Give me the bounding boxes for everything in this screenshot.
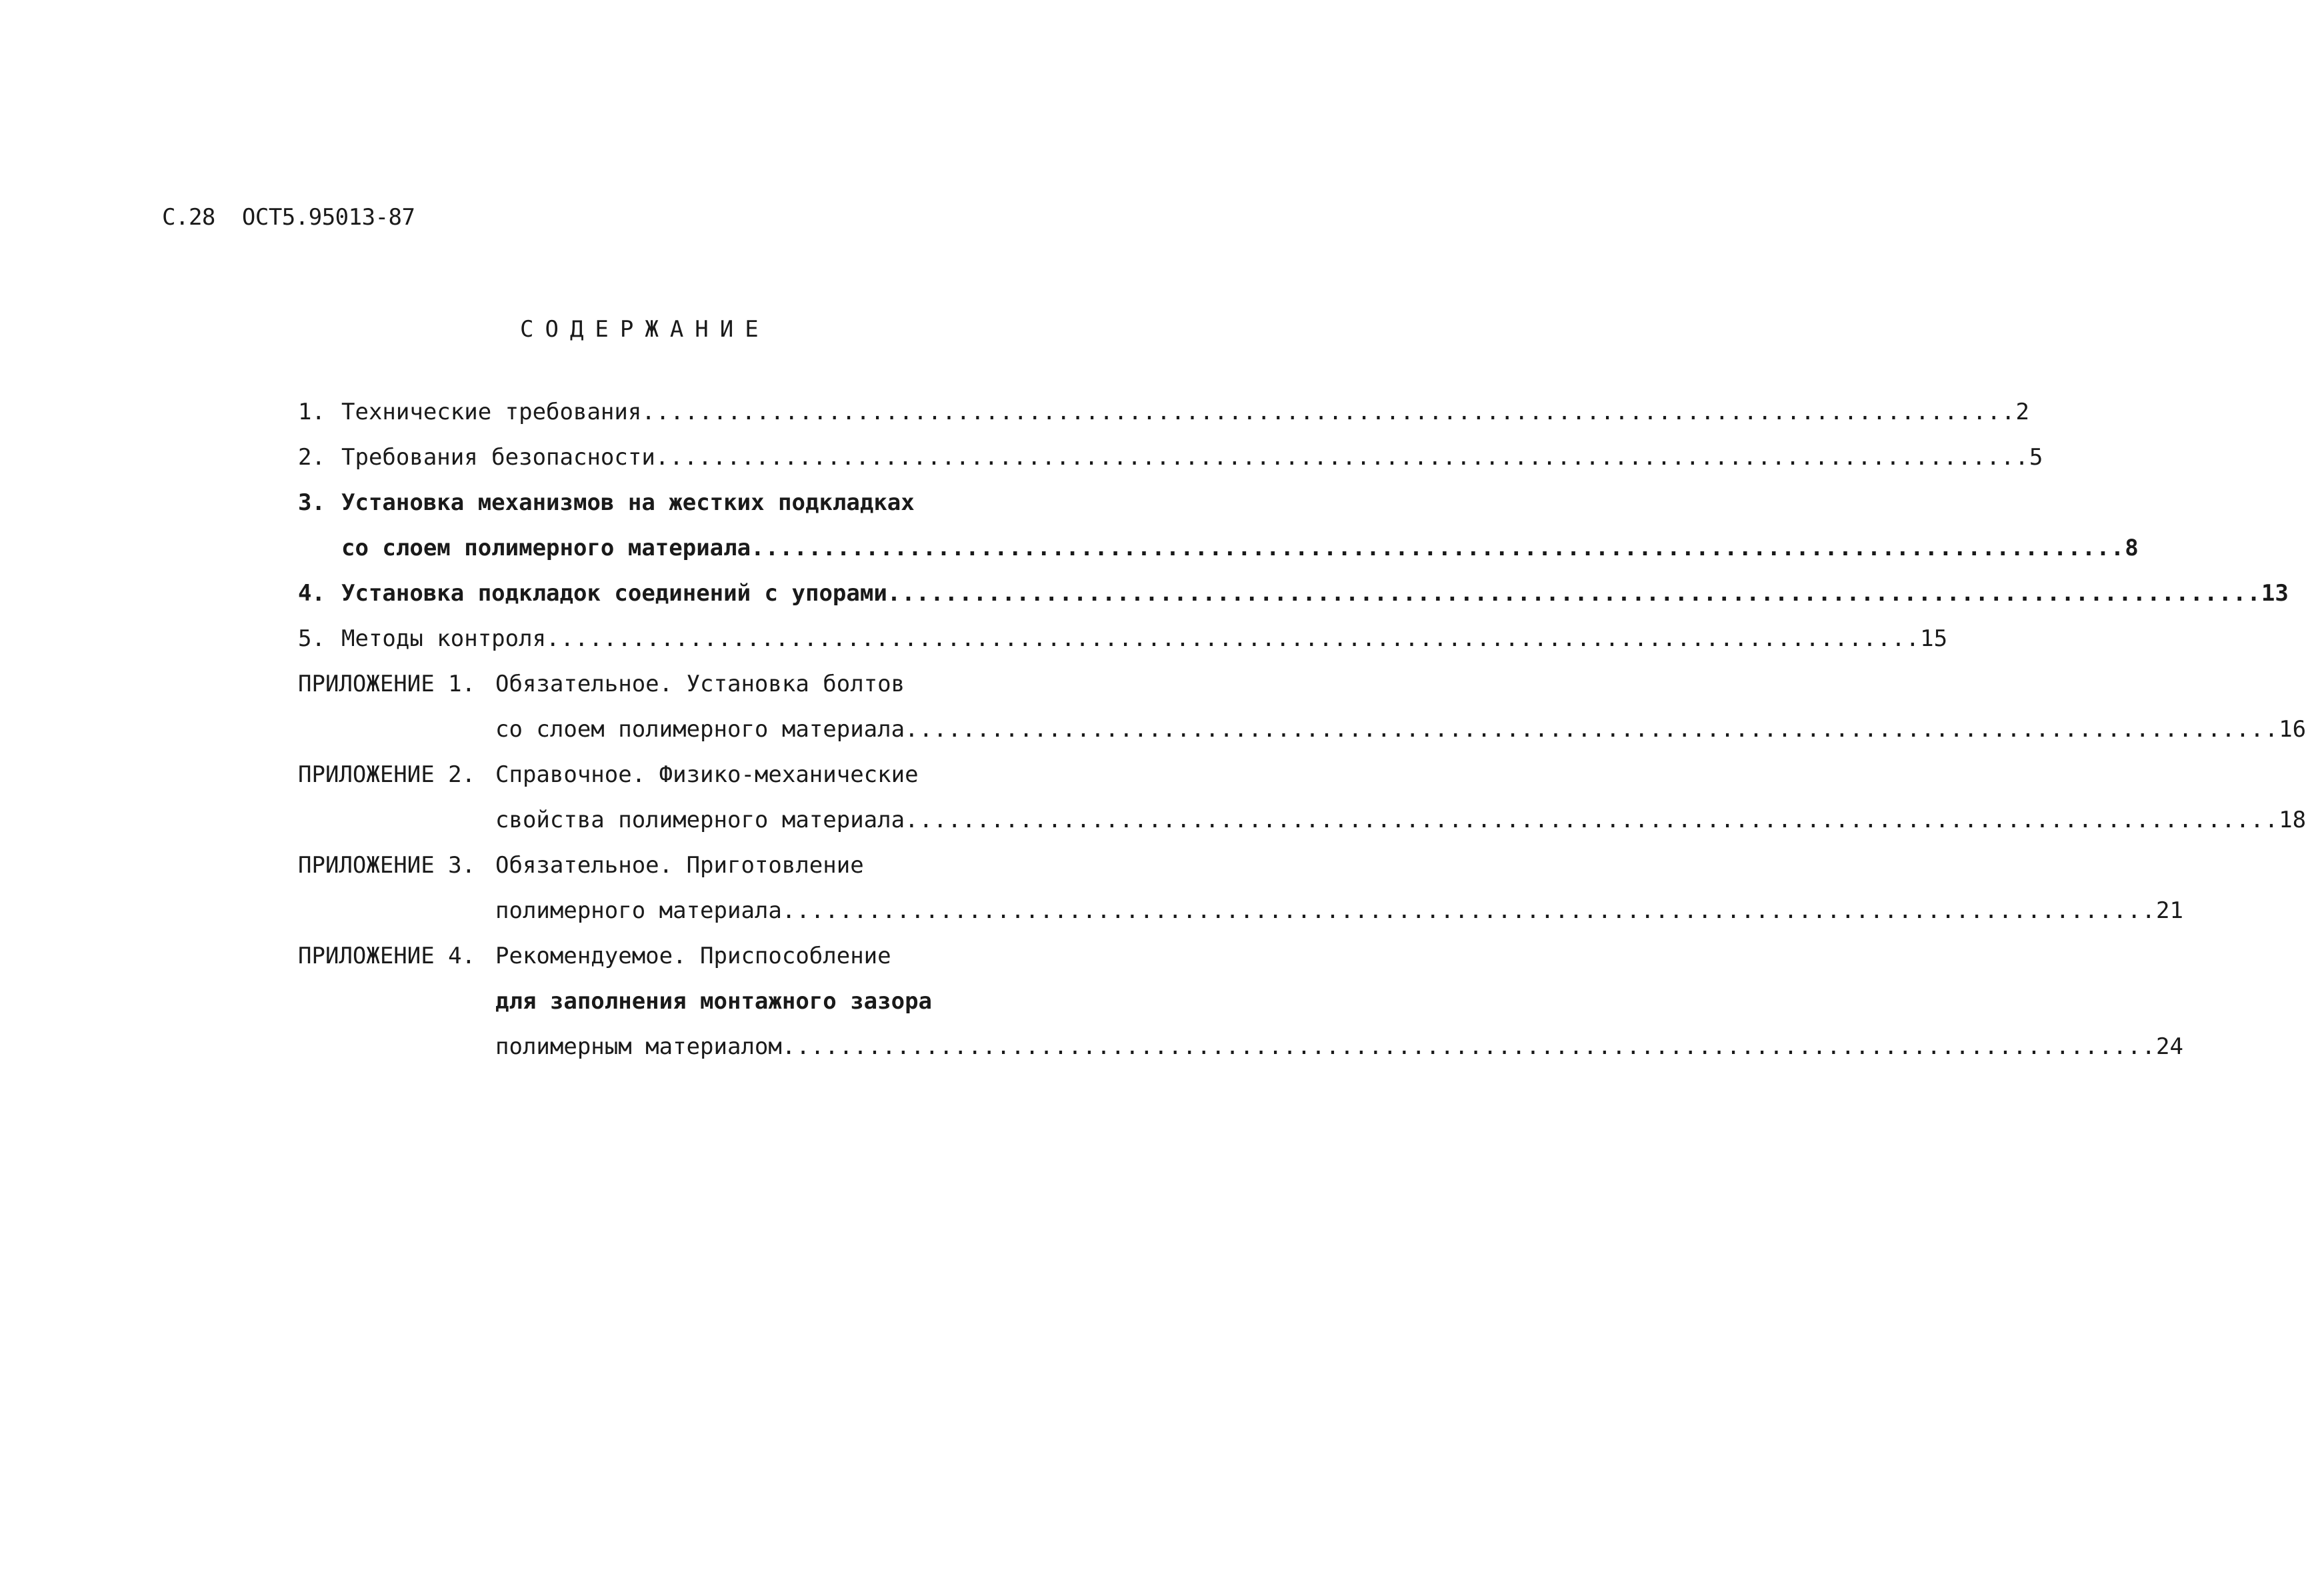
appendix-3-line2: полимерного материала xyxy=(495,897,782,924)
toc-item-5-page: 15 xyxy=(1920,625,1948,652)
toc-leader-dots: ................................................................................................ xyxy=(905,716,2279,743)
appendix-4-prefix: ПРИЛОЖЕНИЕ 4. xyxy=(298,943,476,969)
appendix-4-line1: Рекомендуемое. Приспособление xyxy=(495,943,891,969)
toc-item-4-page: 13 xyxy=(2261,580,2289,607)
toc-item-1-page: 2 xyxy=(2015,399,2029,425)
toc-leader-dots: ................................................................................................ xyxy=(751,535,2125,561)
appendix-1-page: 16 xyxy=(2279,716,2306,743)
toc-leader-dots: ................................................................................................ xyxy=(641,399,2016,425)
toc-leader-dots: ................................................................................................ xyxy=(781,897,2156,924)
appendix-4 xyxy=(495,1033,2183,1060)
toc-item-2-text: Требования безопасности xyxy=(341,444,655,471)
toc-leader-dots: ................................................................................................ xyxy=(655,444,2029,471)
appendix-2 xyxy=(495,807,2306,833)
toc-item-3 xyxy=(341,535,2139,561)
toc-item-2-page: 5 xyxy=(2029,444,2043,471)
appendix-1-prefix: ПРИЛОЖЕНИЕ 1. xyxy=(298,671,476,697)
toc-item-1-text: Технические требования xyxy=(341,399,642,425)
toc-item-3-page: 8 xyxy=(2125,535,2139,561)
contents-title: СОДЕРЖАНИЕ xyxy=(520,316,770,343)
appendix-3-page: 21 xyxy=(2155,897,2183,924)
appendix-2-line2: свойства полимерного материала xyxy=(495,807,905,833)
appendix-2-prefix: ПРИЛОЖЕНИЕ 2. xyxy=(298,761,476,788)
appendix-4-line3: полимерным материалом xyxy=(495,1033,782,1060)
document-code: ОСТ5.95013-87 xyxy=(241,204,415,231)
toc-item-1 xyxy=(341,399,2029,425)
page-number-label: С.28 xyxy=(162,204,215,231)
toc-item-5-number: 5. xyxy=(298,625,325,652)
toc-item-3-number: 3. xyxy=(298,489,325,516)
appendix-4-line2: для заполнения монтажного зазора xyxy=(495,988,933,1015)
appendix-1 xyxy=(495,716,2306,743)
page-header xyxy=(162,204,415,231)
toc-item-4-number: 4. xyxy=(298,580,325,607)
appendix-3-prefix: ПРИЛОЖЕНИЕ 3. xyxy=(298,852,476,879)
appendix-2-page: 18 xyxy=(2279,807,2306,833)
appendix-3-line1: Обязательное. Приготовление xyxy=(495,852,864,879)
toc-item-5-text: Методы контроля xyxy=(341,625,547,652)
appendix-1-line2: со слоем полимерного материала xyxy=(495,716,905,743)
appendix-3 xyxy=(495,897,2183,924)
toc-item-5 xyxy=(341,625,1948,652)
toc-leader-dots: ................................................................................................ xyxy=(887,580,2261,607)
toc-item-3-line1: Установка механизмов на жестких подкладках xyxy=(341,489,915,516)
appendix-4-page: 24 xyxy=(2155,1033,2183,1060)
toc-leader-dots: ................................................................................................ xyxy=(546,625,1921,652)
appendix-1-line1: Обязательное. Установка болтов xyxy=(495,671,905,697)
toc-item-4-text: Установка подкладок соединений с упорами xyxy=(341,580,887,607)
appendix-2-line1: Справочное. Физико-механические xyxy=(495,761,919,788)
toc-item-2-number: 2. xyxy=(298,444,325,471)
toc-item-4 xyxy=(341,580,2289,607)
toc-item-3-line2: со слоем полимерного материала xyxy=(341,535,751,561)
toc-item-2 xyxy=(341,444,2043,471)
toc-leader-dots: ................................................................................................ xyxy=(781,1033,2156,1060)
toc-item-1-number: 1. xyxy=(298,399,325,425)
toc-leader-dots: ................................................................................................ xyxy=(905,807,2279,833)
